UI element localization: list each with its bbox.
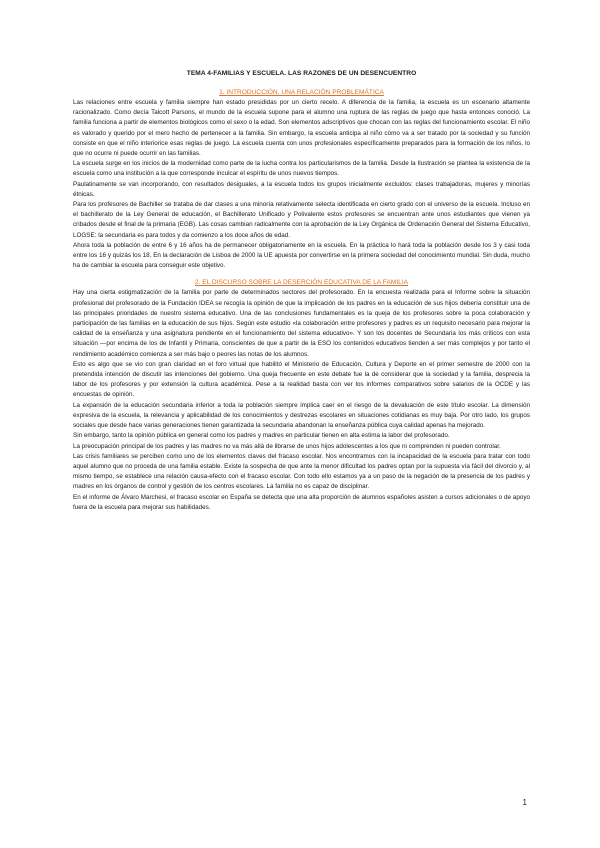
paragraph: Hay una cierta estigmatización de la familia por parte de determinados sectores del profesorado. En la encuesta realizada para el Informe sobre la situación profesional del profesorado de la Fundación IDEA se recogía la opinión de que la implicación de los padres en la educación de sus hijos debería constituir una de las principales prioridades de nuestro sistema educativo. Una de las conclusiones fundamentales es la queja de los profesores sobre la poca colaboración y participación de las familias en la educación de sus hijos. Según este estudio «la colaboración entre profesores y padres es un requisito necesario para mejorar la calidad de la enseñanza y una asignatura pendiente en el funcionamiento del sistema educativo». Y son los docentes de Secundaria los más críticos con esta situación —por encima de los de Infantil y Primaria, conscientes de que a partir de la ESO los contenidos educativos tienden a ser más complejos y por tanto el rendimiento académico comienza a ser más bajo o peores las notas de los alumnos. [73, 289, 530, 358]
page-number: 1 [522, 798, 527, 807]
section-heading: 2. EL DISCURSO SOBRE LA DESERCIÓN EDUCATIVA DE LA FAMILIA [194, 279, 409, 287]
paragraph: La escuela surge en los inicios de la modernidad como parte de la lucha contra los particularismos de la familia. Desde la Ilustración se plantea la existencia de la escuela como una institución a la que corresponde inculcar el espíritu de unos nuevos tiempos. [73, 160, 530, 178]
paragraph: Sin embargo, tanto la opinión pública en general como los padres y madres en particular tienen en alta estima la labor del profesorado. [73, 432, 450, 440]
paragraph: La preocupación principal de los padres y las madres no va más allá de librarse de unos hijos adolescentes a los que ni comprenden ni pueden controlar. [73, 442, 501, 450]
section-heading: 1. INTRODUCCIÓN, UNA RELACIÓN PROBLEMÁTICA [219, 89, 384, 96]
paragraph: Las crisis familiares se perciben como uno de los elementos claves del fracaso escolar. Nos encontramos con la incapacidad de la escuela para tratar con todo aquel alumno que no proceda de una familia estable. Existe la sospecha de que ante la menor dificultad los padres optan por la supuesta vía fácil del divorcio y, al mismo tiempo, se establece una relación causa-efecto con el fracaso escolar. Con todo ello estamos ya a un paso de la negación de la presencia de los padres y madres en los órganos de control y gestión de los centros escolares. La familia no es capaz de disciplinar. [73, 452, 530, 491]
paragraph: Para los profesores de Bachiller se trataba de dar clases a una minoría relativamente selecta identificada en cierto grado con el universo de la escuela. Incluso en el bachillerato de la Ley General de educación, el Bachillerato Unificado y Polivalente estos profesores se encuentran ante unos estudiantes que vienen ya cribados desde el final de la primaria (EGB). Las cosas cambian radicalmente con la aprobación de la Ley Orgánica de Ordenación General del Sistema Educativo, LOGSE: la secundaria es para todos y da comienzo a los doce años de edad. [73, 201, 530, 239]
paragraph: Paulatinamente se van incorporando, con resultados desiguales, a la escuela todos los grupos inicialmente excluidos: clases trabajadoras, mujeres y minorías étnicas. [73, 180, 530, 198]
paragraph: Las relaciones entre escuela y familia siempre han estado presididas por un cierto recelo. A diferencia de la familia, la escuela es un escenario altamente racionalizado. Como decía Talcott Parsons, el mundo de la escuela supone para el alumno una ruptura de las reglas de juego que hasta entonces conoció. La familia funciona a partir de elementos biológicos como el sexo o la edad. Son elementos adscriptivos que chocan con las reglas del funcionamiento escolar. El niño es valorado y querido por el mero hecho de pertenecer a la familia. Sin embargo, la escuela anticipa al niño cómo va a ser tratado por la sociedad y su función consiste en que el niño interiorice esas reglas de juego. La escuela cuenta con unos profesionales específicamente preparados para la formación de los niños, lo que no ocurre ni puede ocurrir en las familias. [73, 99, 530, 158]
paragraph: En el informe de Álvaro Marchesi, el fracaso escolar en España se detecta que una alta proporción de alumnos españoles asisten a cursos adicionales o de apoyo fuera de la escuela para mejorar sus habilidades. [73, 493, 530, 511]
document-body [73, 70, 530, 513]
paragraph: Esto es algo que se vio con gran claridad en el foro virtual que habilitó el Ministerio de Educación, Cultura y Deporte en el primer semestre de 2000 con la pretendida intención de discutir las intenciones del gobierno. Una queja frecuente en este debate fue la de considerar que la sociedad y la familia, desprecia la labor de los profesores y por extensión la cultura académica. Pese a la realidad basta con ver los informes comparativos sobre salarios de la OCDE y las encuestas de opinión. [73, 360, 530, 399]
paragraph: La expansión de la educación secundaria inferior a toda la población siempre implica caer en el riesgo de la devaluación de este título escolar. La dimensión expresiva de la escuela, la relevancia y aplicabilidad de los conocimientos y destrezas escolares en situaciones cotidianas es muy baja. Por otro lado, los grupos sociales que desde hace varias generaciones tienen garantizada la secundaria abandonan la enseñanza pública cuya calidad apenas ha mejorado. [73, 401, 530, 430]
paragraph: Ahora toda la población de entre 6 y 16 años ha de permanecer obligatoriamente en la escuela. En la práctica lo hará toda la población desde los 3 y casi toda entre los 16 y quizás los 18. En la declaración de Lisboa de 2000 la UE apuesta por convertirse en la primera sociedad del conocimiento mundial. Sin duda, mucho ha de cambiar la escuela para conseguir este objetivo. [73, 241, 530, 270]
document-title: TEMA 4-FAMILIAS Y ESCUELA. LAS RAZONES DE UN DESENCUENTRO [186, 70, 417, 77]
